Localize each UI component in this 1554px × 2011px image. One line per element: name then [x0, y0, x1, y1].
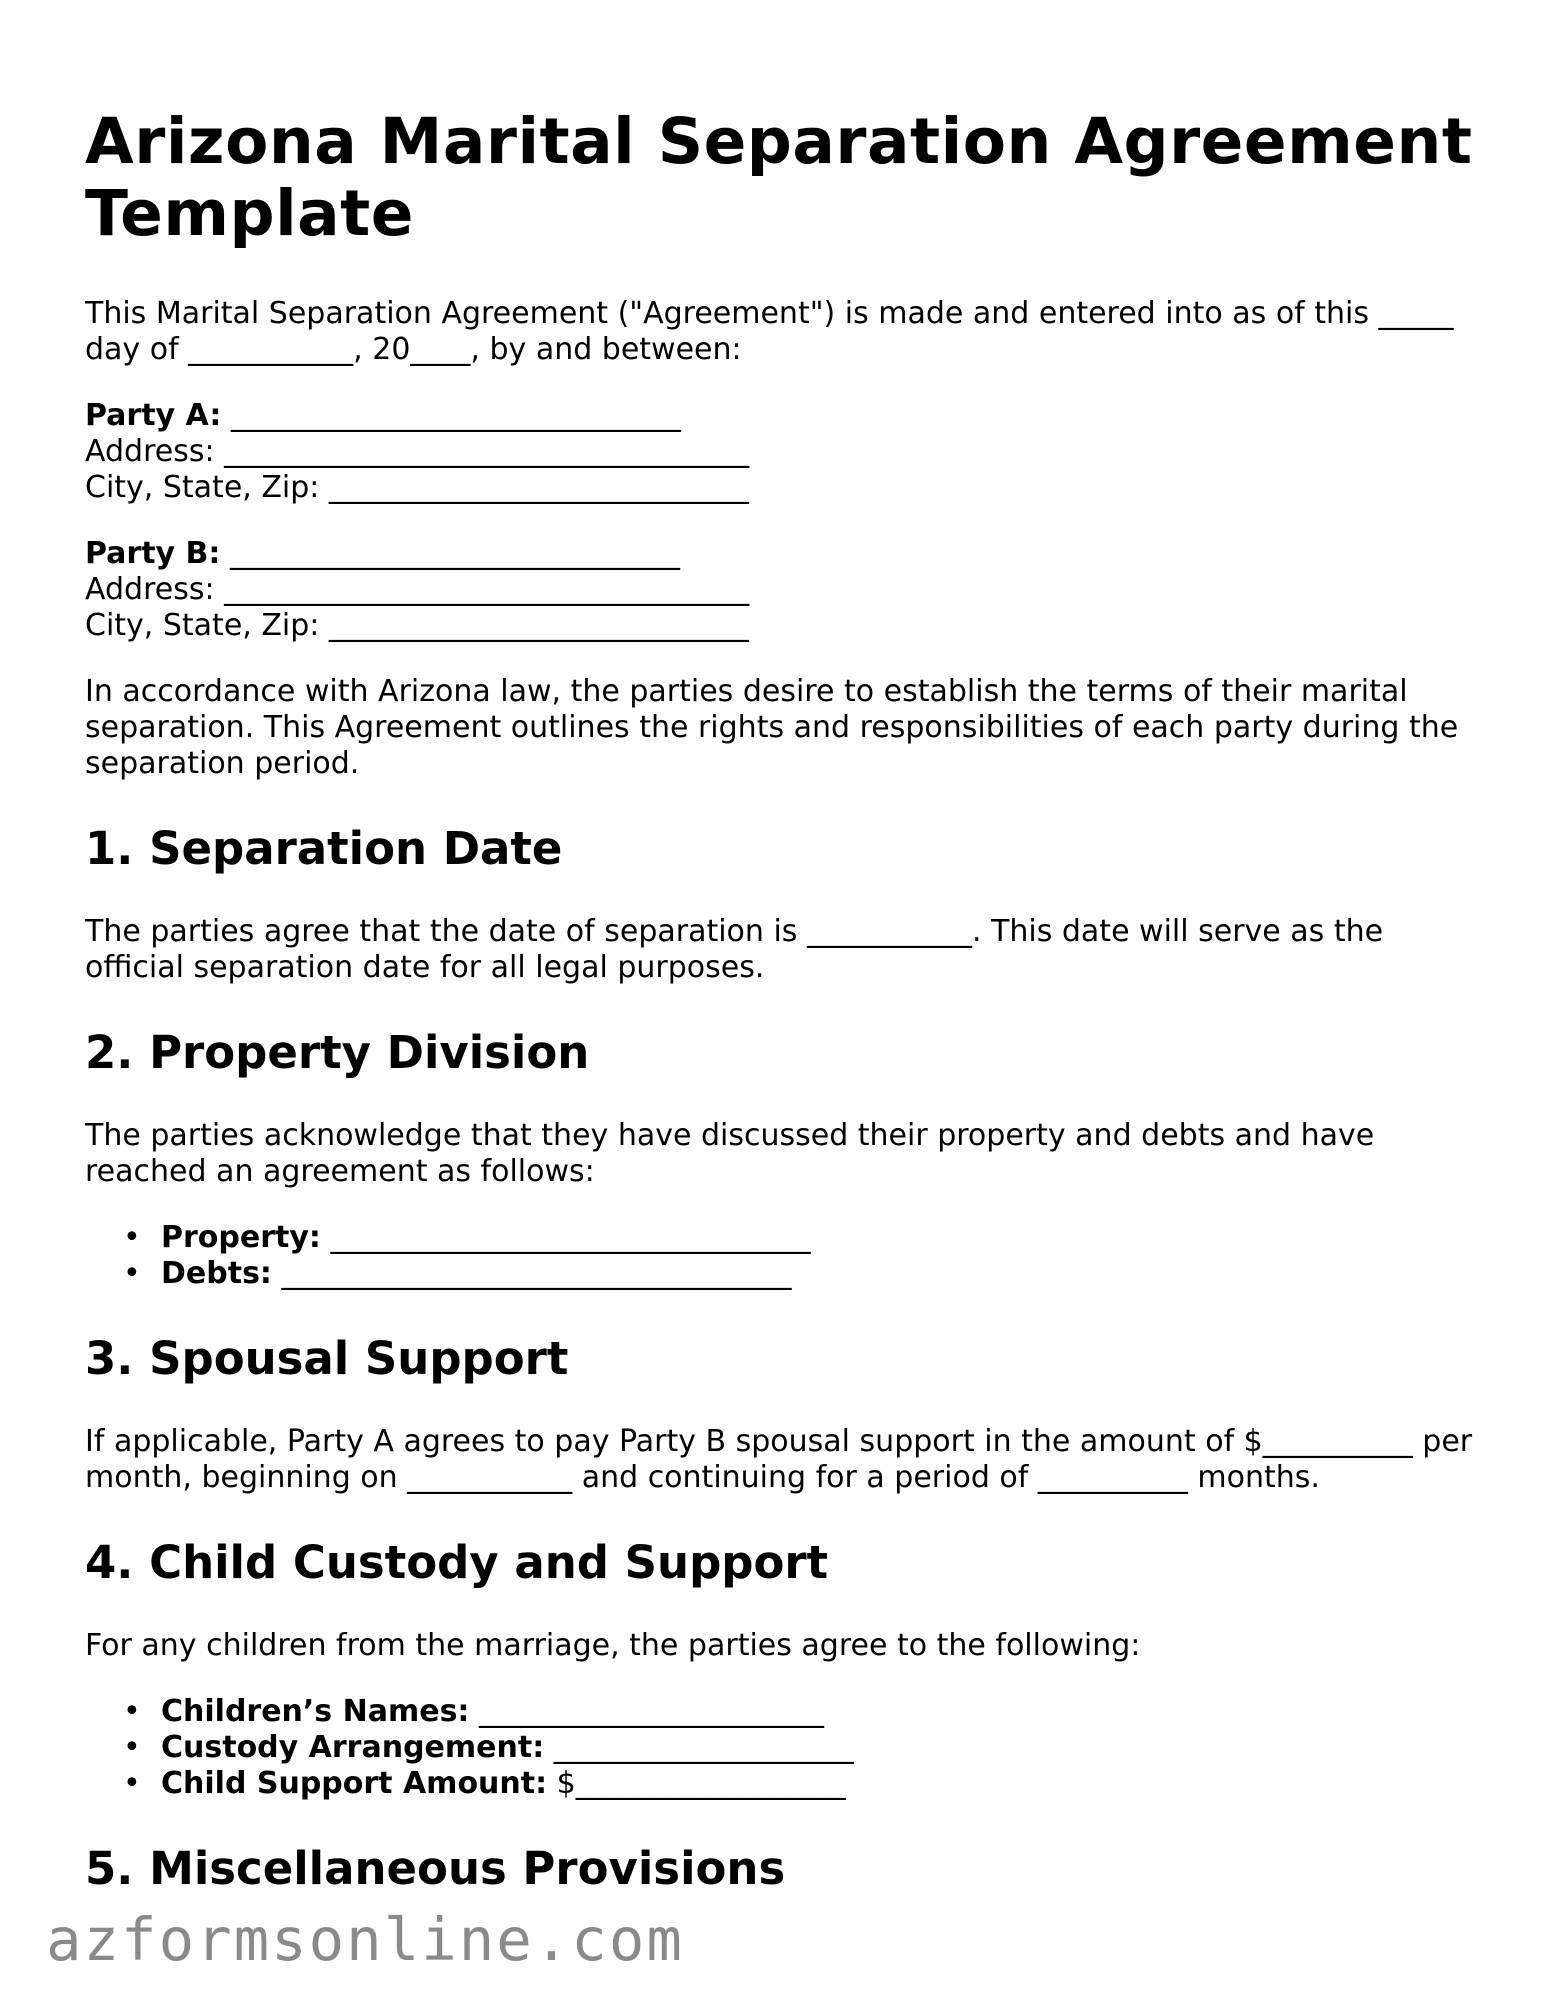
list-item: • Children’s Names: _______________________	[123, 1694, 824, 1729]
party-b-city: City, State, Zip: ____________________________	[85, 608, 749, 643]
section-2-text: The parties acknowledge that they have discussed their property and debts and have reached an agreement as follows:	[85, 1118, 1375, 1189]
party-a-block	[85, 398, 1485, 506]
section-4-text: For any children from the marriage, the parties agree to the following:	[85, 1628, 1141, 1663]
party-b-name-blank: ______________________________	[220, 536, 680, 571]
section-5-heading: 5. Miscellaneous Provisions	[85, 1842, 786, 1895]
party-a-city: City, State, Zip: ____________________________	[85, 470, 749, 505]
party-a-label: Party A:	[85, 398, 222, 433]
list-item: • Custody Arrangement: ____________________	[123, 1730, 854, 1765]
intro-paragraph: This Marital Separation Agreement ("Agreement") is made and entered into as of this _____ day of ___________, 20____, by and between:	[85, 296, 1454, 367]
party-b-block	[85, 536, 1485, 644]
watermark: azformsonline.com	[46, 1905, 684, 1974]
section-3-text: If applicable, Party A agrees to pay Party B spousal support in the amount of $__________ per month, beginning on ___________ and continuing for a period of __________ months.	[85, 1424, 1473, 1495]
section-4-heading: 4. Child Custody and Support	[85, 1536, 829, 1589]
party-b-address: Address: ___________________________________	[85, 572, 750, 607]
list-item: • Debts: __________________________________	[123, 1256, 792, 1291]
section-1-text: The parties agree that the date of separation is ___________. This date will serve as the official separation date for all legal purposes.	[85, 914, 1384, 985]
section-3-heading: 3. Spousal Support	[85, 1332, 569, 1385]
party-b-label: Party B:	[85, 536, 221, 571]
preamble-paragraph: In accordance with Arizona law, the parties desire to establish the terms of their marital separation. This Agreement outlines the rights and responsibilities of each party during the separation period.	[85, 674, 1459, 781]
list-item: • Property: ________________________________	[123, 1220, 811, 1255]
party-a-name-blank: ______________________________	[221, 398, 681, 433]
section-2-heading: 2. Property Division	[85, 1026, 590, 1079]
list-item: • Child Support Amount: $__________________	[123, 1766, 846, 1801]
party-a-address: Address: ___________________________________	[85, 434, 750, 469]
document-page	[85, 106, 1485, 1896]
property-list	[85, 1220, 1485, 1292]
page-title: Arizona Marital Separation Agreement Template	[85, 105, 1473, 250]
custody-list	[85, 1694, 1485, 1802]
section-1-heading: 1. Separation Date	[85, 822, 563, 875]
